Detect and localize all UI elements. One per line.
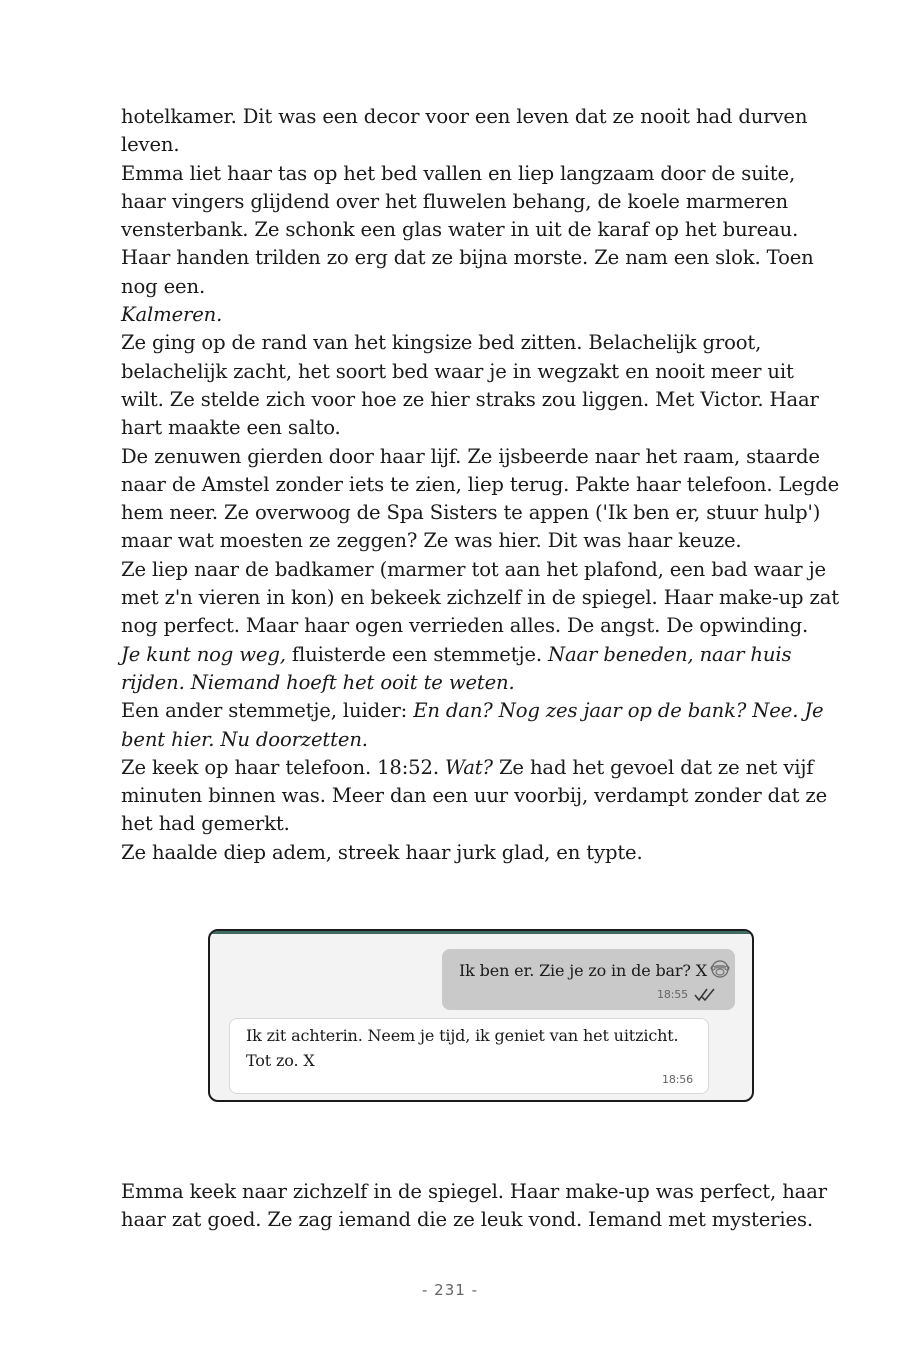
see-no-evil-monkey-icon	[710, 959, 730, 979]
paragraph-italic: Je kunt nog weg,	[121, 642, 286, 666]
paragraph	[121, 697, 841, 754]
incoming-message-text: Ik zit achterin. Neem je tijd, ik geniet van het uitzicht. Tot zo. X	[246, 1026, 679, 1071]
spacer	[121, 1102, 841, 1178]
chat-screenshot	[208, 929, 754, 1102]
outgoing-message-bubble	[442, 949, 735, 1010]
incoming-message-bubble	[229, 1018, 709, 1094]
double-check-icon	[694, 986, 718, 1002]
paragraph	[121, 160, 841, 330]
paragraph: De zenuwen gierden door haar lijf. Ze ijsbeerde naar het raam, staarde naar de Amstel zonder iets te zien, liep terug. Pakte haar telefoon. Legde hem neer. Ze overwoog de Spa Sisters te appen ('Ik ben er, stuur hulp') maar wat moesten ze zeggen? Ze was hier. Dit was haar keuze.	[121, 444, 840, 553]
paragraph: hotelkamer. Dit was een decor voor een leven dat ze nooit had durven leven.	[121, 105, 808, 157]
paragraph-text: Een ander stemmetje, luider:	[121, 699, 414, 723]
paragraph-text: fluisterde een stemmetje.	[285, 642, 548, 666]
outgoing-message-label: Ik ben er. Zie je zo in de bar? X	[459, 961, 708, 981]
paragraph-text: Ze keek op haar telefoon. 18:52.	[121, 755, 445, 779]
paragraph: Ze haalde diep adem, streek haar jurk glad, en typte.	[121, 840, 643, 864]
paragraph	[121, 641, 841, 698]
paragraph-text: Emma liet haar tas op het bed vallen en liep langzaam door de suite, haar vingers glijdend over het fluwelen behang, de koele marmeren vensterbank. Ze schonk een glas water in uit de karaf op het bureau. Haar handen trilden zo erg dat ze bijna morste. Ze nam een slok. Toen nog een.	[121, 161, 814, 298]
outgoing-message-time: 18:55	[657, 988, 688, 1002]
paragraph-italic: Kalmeren.	[121, 303, 223, 327]
paragraph: Ze liep naar de badkamer (marmer tot aan het plafond, een bad waar je met z'n vieren in kon) en bekeek zichzelf in de spiegel. Haar make-up zat nog perfect. Maar haar ogen verrieden alles. De angst. De opwinding.	[121, 557, 839, 638]
paragraph	[121, 754, 841, 839]
paragraph-text: Ze had het gevoel dat ze net vijf minuten binnen was. Meer dan een uur voorbij, verdampt zonder dat ze het had gemerkt.	[121, 755, 828, 836]
incoming-message-time: 18:56	[662, 1073, 693, 1087]
spacer	[121, 867, 841, 929]
page-content	[121, 103, 841, 1235]
paragraph: Ze ging op de rand van het kingsize bed zitten. Belachelijk groot, belachelijk zacht, het soort bed waar je in wegzakt en nooit meer uit wilt. Ze stelde zich voor hoe ze hier straks zou liggen. Met Victor. Haar hart maakte een salto.	[121, 331, 819, 440]
paragraph-italic: En dan? Nog zes jaar op de bank? Nee. Je bent hier. Nu doorzetten.	[121, 699, 824, 751]
paragraph: Emma keek naar zichzelf in de spiegel. Haar make-up was perfect, haar haar zat goed. Ze zag iemand die ze leuk vond. Iemand met mysteries.	[121, 1180, 827, 1232]
chat-header-bar	[210, 931, 752, 934]
paragraph-italic: Wat?	[444, 755, 493, 779]
page-number: - 231 -	[422, 1281, 478, 1299]
outgoing-message-text	[459, 959, 730, 981]
paragraph-italic: Naar beneden, naar huis rijden. Niemand hoeft het ooit te weten.	[121, 642, 792, 694]
